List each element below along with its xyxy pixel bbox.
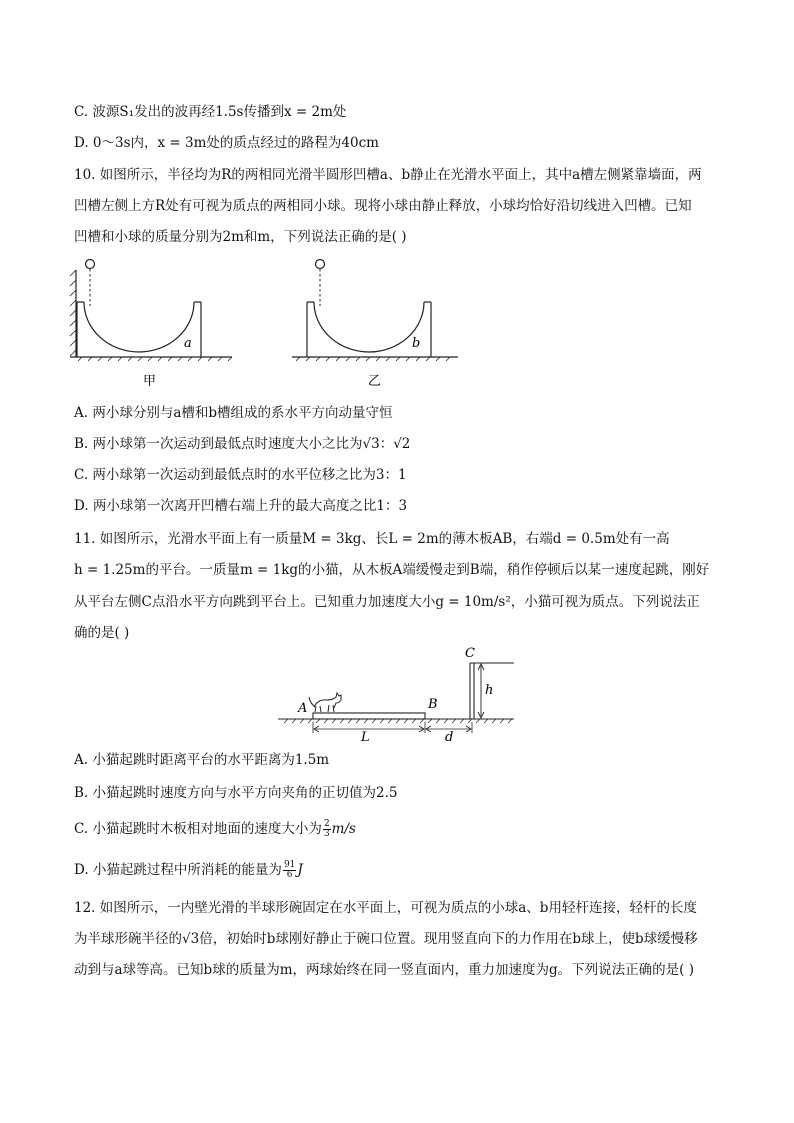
q11-stem-line4: 确的是( ) bbox=[74, 625, 130, 641]
fraction bbox=[283, 861, 296, 880]
q11-stem-line3: 从平台左侧C点沿水平方向跳到平台上。已知重力加速度大小g = 10m/s²，小猫可视为质点。下列说法正 bbox=[74, 594, 700, 610]
q11-option-b: B. 小猫起跳时速度方向与水平方向夹角的正切值为2.5 bbox=[74, 785, 398, 801]
cat-icon bbox=[309, 693, 341, 712]
caption-yi: 乙 bbox=[368, 374, 382, 389]
q11-option-d bbox=[74, 861, 303, 880]
q10-stem-line3: 凹槽和小球的质量分别为2m和m，下列说法正确的是( ) bbox=[74, 229, 407, 245]
q11-option-c bbox=[74, 820, 356, 839]
unit: J bbox=[297, 862, 303, 878]
q10-option-a: A. 两小球分别与a槽和b槽组成的系水平方向动量守恒 bbox=[74, 405, 393, 421]
q11-option-d-text: D. 小猫起跳过程中所消耗的能量为 bbox=[74, 862, 282, 878]
q10-option-d: D. 两小球第一次离开凹槽右端上升的最大高度之比1：3 bbox=[74, 498, 408, 514]
unit: m/s bbox=[331, 821, 356, 837]
label-C: C bbox=[465, 646, 475, 661]
label-B: B bbox=[428, 697, 438, 712]
q11-stem-line1: 11. 如图所示，光滑水平面上有一质量M = 3kg、长L = 2m的薄木板AB，右端d = 0.5m处有一高 bbox=[74, 531, 670, 547]
option-9c: C. 波源S₁发出的波再经1.5s传播到x = 2m处 bbox=[74, 104, 347, 120]
q12-stem-line3: 动到与a球等高。已知b球的质量为m，两球始终在同一竖直面内，重力加速度为g。下列说法正确的是( ) bbox=[74, 962, 694, 978]
q10-stem-line1: 10. 如图所示，半径均为R的两相同光滑半圆形凹槽a、b静止在光滑水平面上，其中a槽左侧紧靠墙面，两 bbox=[74, 167, 702, 183]
fraction-numerator: 2 bbox=[323, 819, 330, 829]
label-L: L bbox=[361, 730, 370, 745]
q10-stem-line2: 凹槽左侧上方R处有可视为质点的两相同小球。现将小球由静止释放，小球均恰好沿切线进入凹槽。已知 bbox=[74, 198, 692, 214]
q10-option-b: B. 两小球第一次运动到最低点时速度大小之比为√3：√2 bbox=[74, 436, 411, 452]
label-b: b bbox=[412, 336, 421, 351]
wood-board bbox=[313, 713, 425, 719]
q11-stem-line2: h = 1.25m的平台。一质量m = 1kg的小猫，从木板A端缓慢走到B端，稍作停顿后以某一速度起跳，刚好 bbox=[74, 562, 710, 578]
label-A: A bbox=[298, 701, 308, 716]
q11-option-a: A. 小猫起跳时距离平台的水平距离为1.5m bbox=[74, 752, 330, 768]
label-h: h bbox=[485, 683, 494, 698]
q12-stem-line2: 为半球形碗半径的√3倍，初始时b球刚好静止于碗口位置。现用竖直向下的力作用在b球上，使b球缓慢移 bbox=[74, 931, 698, 947]
label-a: a bbox=[184, 336, 192, 351]
option-9d: D. 0～3s内，x = 3m处的质点经过的路程为40cm bbox=[74, 135, 379, 151]
caption-jia: 甲 bbox=[143, 374, 157, 389]
fraction-denominator: 3 bbox=[323, 829, 330, 839]
q12-stem-line1: 12. 如图所示，一内壁光滑的半球形碗固定在水平面上，可视为质点的小球a、b用轻杆连接，轻杆的长度 bbox=[74, 900, 697, 916]
q10-option-c: C. 两小球第一次运动到最低点时的水平位移之比为3：1 bbox=[74, 467, 407, 483]
q11-option-c-text: C. 小猫起跳时木板相对地面的速度大小为 bbox=[74, 821, 322, 837]
fraction bbox=[323, 820, 331, 839]
fraction-denominator: 6 bbox=[286, 870, 293, 880]
fraction-numerator: 91 bbox=[283, 860, 296, 870]
label-d: d bbox=[445, 730, 454, 745]
